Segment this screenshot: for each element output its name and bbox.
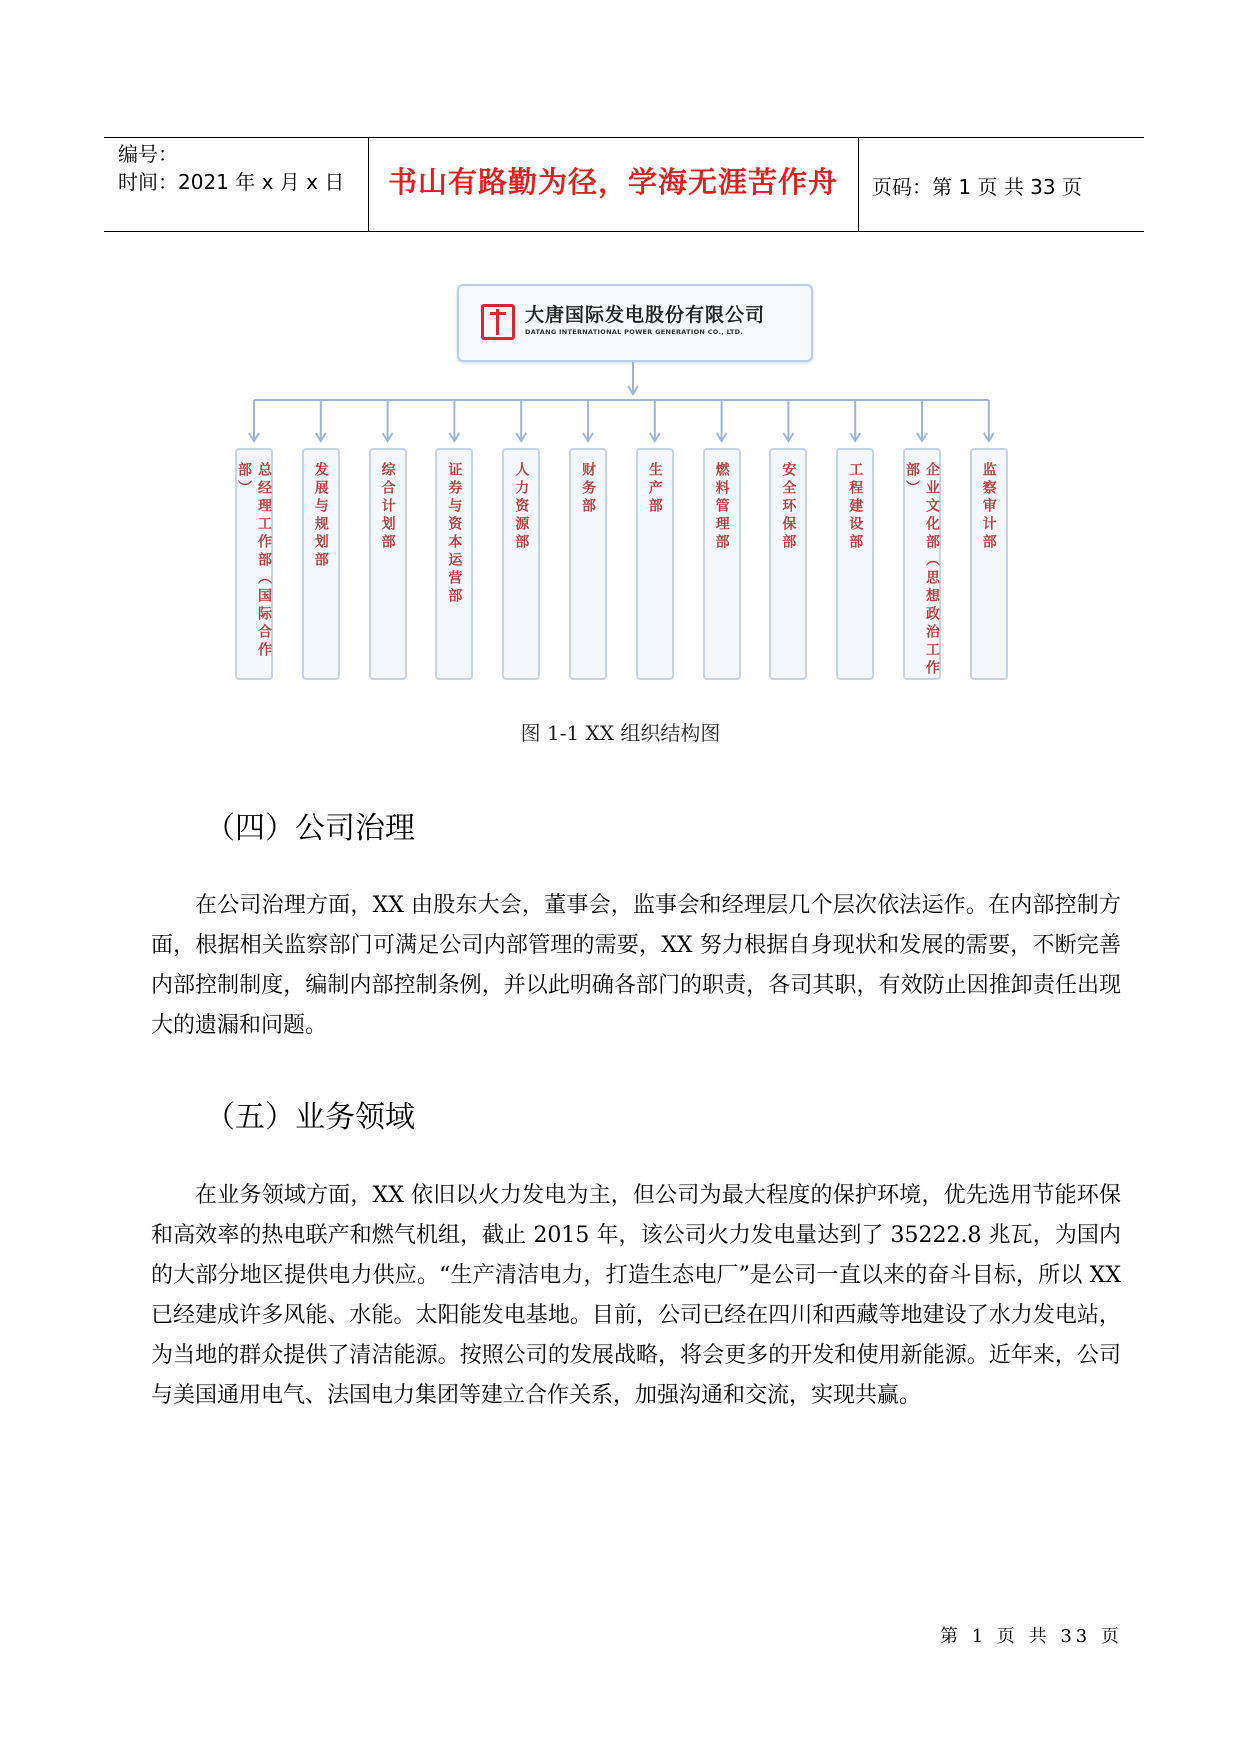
department-box xyxy=(836,448,874,680)
header-divider-right xyxy=(858,137,859,231)
section-title-business: （五）业务领域 xyxy=(205,1100,415,1135)
department-label: 发展与规划部 xyxy=(312,462,329,570)
department-label: 企业文化部（思想政治工作部） xyxy=(904,462,940,678)
number-label: 编号： xyxy=(118,142,178,166)
department-label: 财务部 xyxy=(580,462,596,516)
header-meta xyxy=(118,140,363,196)
page-footer: 第 1 页 共 33 页 xyxy=(940,1626,1123,1647)
section-title-governance: （四）公司治理 xyxy=(205,811,415,846)
time-label: 时间：2021 年 x 月 x 日 xyxy=(118,170,345,194)
figure-caption: 图 1-1 XX 组织结构图 xyxy=(520,721,721,745)
department-box xyxy=(970,448,1008,680)
department-box xyxy=(569,448,607,680)
company-box xyxy=(457,284,813,362)
department-label: 监察审计部 xyxy=(980,462,997,552)
company-logo-icon xyxy=(481,304,515,340)
org-chart xyxy=(235,282,1035,692)
department-box xyxy=(369,448,407,680)
department-box xyxy=(903,448,941,680)
department-label: 安全环保部 xyxy=(780,462,797,552)
department-label: 燃料管理部 xyxy=(713,462,730,552)
department-box xyxy=(769,448,807,680)
header-page-info: 页码：第 1 页 共 33 页 xyxy=(872,175,1082,199)
header-bottom-rule xyxy=(104,231,1144,232)
department-label: 综合计划部 xyxy=(379,462,396,552)
department-box xyxy=(235,448,273,680)
department-label: 证券与资本运营部 xyxy=(446,462,463,606)
section-text-governance: 在公司治理方面，XX 由股东大会，董事会，监事会和经理层几个层次依法运作。在内部控制方面，根据相关监察部门可满足公司内部管理的需要，XX 努力根据自身现状和发展的需要，不断完善内部控制制度，编制内部控制条例，并以此明确各部门的职责，各司其职，有效防止因推卸责任出现大的遗漏和问题。 xyxy=(151,893,1121,1038)
department-box xyxy=(636,448,674,680)
section-text-business: 在业务领域方面，XX 依旧以火力发电为主，但公司为最大程度的保护环境，优先选用节能环保和高效率的热电联产和燃气机组，截止 2015 年，该公司火力发电量达到了 35222.8 兆瓦，为国内的大部分地区提供电力供应。“生产清洁电力，打造生态电厂”是公司一直以来的奋斗目标，所以 XX 已经建成许多风能、水能。太阳能发电基地。目前，公司已经在四川和西藏等地建设了水力发电站，为当地的群众提供了清洁能源。按照公司的发展战略，将会更多的开发和使用新能源。近年来，公司与美国通用电气、法国电力集团等建立合作关系，加强沟通和交流，实现共赢。 xyxy=(151,1183,1121,1408)
department-box xyxy=(502,448,540,680)
department-label: 人力资源部 xyxy=(513,462,530,552)
company-name-en: DATANG INTERNATIONAL POWER GENERATION CO., LTD. xyxy=(525,328,744,336)
department-label: 工程建设部 xyxy=(847,462,864,552)
department-box xyxy=(703,448,741,680)
department-box xyxy=(435,448,473,680)
header-divider-left xyxy=(368,137,369,231)
header-motto: 书山有路勤为径，学海无涯苦作舟 xyxy=(387,165,838,199)
header-top-rule xyxy=(104,137,1144,138)
department-label: 生产部 xyxy=(646,462,663,516)
company-name-cn: 大唐国际发电股份有限公司 xyxy=(525,304,766,326)
department-label: 总经理工作部（国际合作部） xyxy=(236,462,272,660)
department-box xyxy=(302,448,340,680)
